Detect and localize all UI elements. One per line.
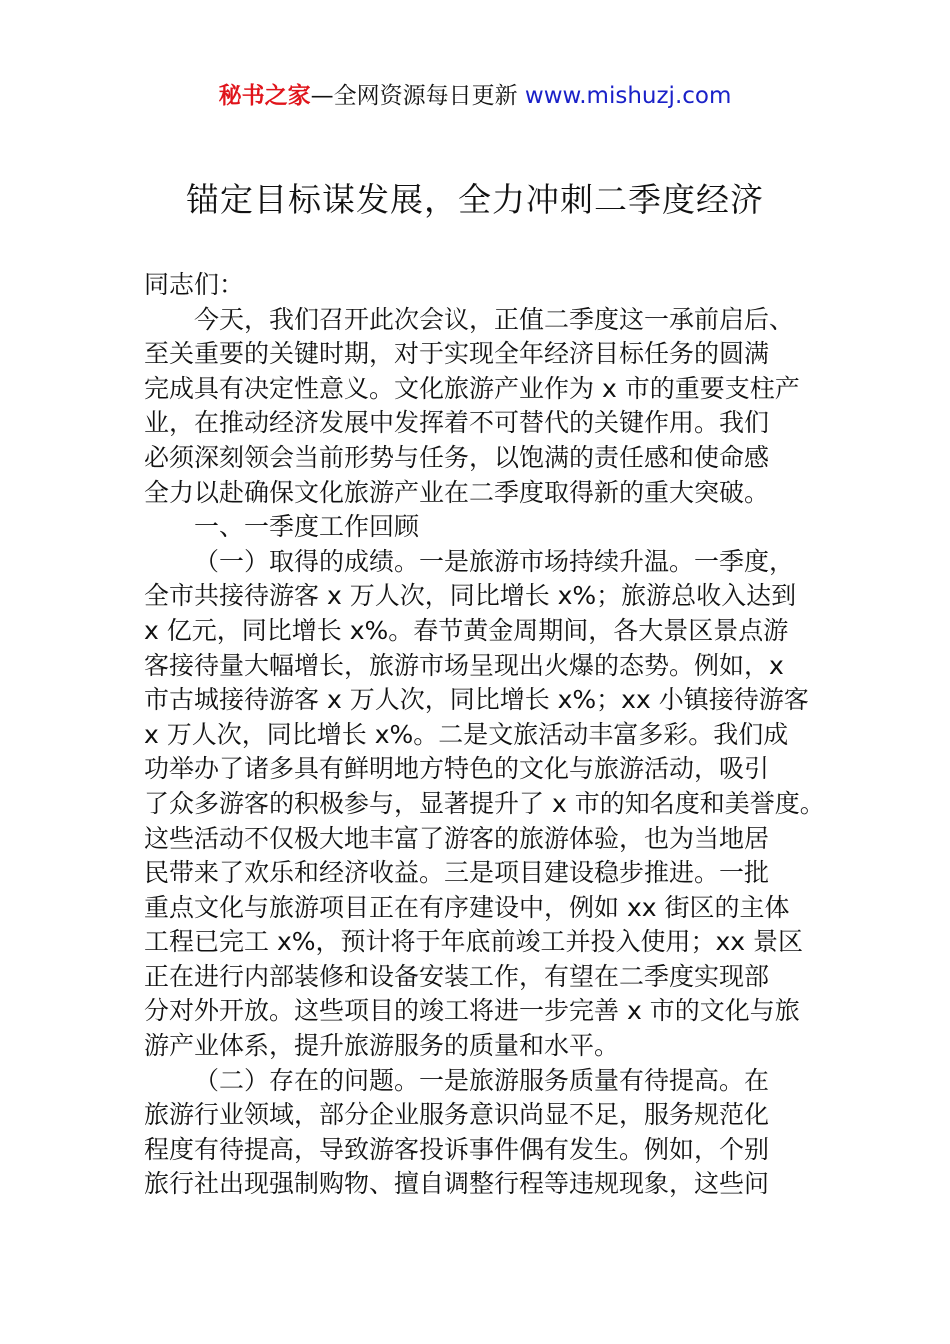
paragraph-line: x 亿元，同比增长 x%。春节黄金周期间，各大景区景点游 (144, 615, 789, 645)
paragraph-line: 分对外开放。这些项目的竣工将进一步完善 x 市的文化与旅 (144, 996, 800, 1026)
paragraph-line: 至关重要的关键时期，对于实现全年经济目标任务的圆满 (144, 339, 770, 369)
paragraph-line: 功举办了诸多具有鲜明地方特色的文化与旅游活动，吸引 (144, 754, 770, 784)
paragraph-line: 完成具有决定性意义。文化旅游产业作为 x 市的重要支柱产 (144, 373, 800, 403)
document-body (144, 268, 834, 1202)
paragraph-line: x 万人次，同比增长 x%。二是文旅活动丰富多彩。我们成 (144, 719, 789, 749)
site-brand: 秘书之家 (218, 83, 311, 109)
site-url-link[interactable]: www.mishuzj.com (524, 83, 732, 109)
paragraph-line: 全市共接待游客 x 万人次，同比增长 x%；旅游总收入达到 (144, 581, 797, 611)
paragraph-line: 业，在推动经济发展中发挥着不可替代的关键作用。我们 (144, 408, 770, 438)
paragraph-line: 民带来了欢乐和经济收益。三是项目建设稳步推进。一批 (144, 858, 770, 888)
document-title: 锚定目标谋发展，全力冲刺二季度经济 (186, 180, 764, 219)
paragraph-line: （一）取得的成绩。一是旅游市场持续升温。一季度， (194, 546, 795, 576)
paragraph-line: 程度有待提高，导致游客投诉事件偶有发生。例如，个别 (144, 1134, 770, 1164)
paragraph-line: 正在进行内部装修和设备安装工作，有望在二季度实现部 (144, 961, 770, 991)
paragraph-line: 今天，我们召开此次会议，正值二季度这一承前启后、 (194, 304, 795, 334)
paragraph-line: 工程已完工 x%，预计将于年底前竣工并投入使用；xx 景区 (144, 927, 804, 957)
paragraph-line: 旅游行业领域，部分企业服务意识尚显不足，服务规范化 (144, 1100, 770, 1130)
salutation-line: 同志们： (144, 270, 245, 299)
paragraph-line: 重点文化与旅游项目正在有序建设中，例如 xx 街区的主体 (144, 892, 790, 922)
section-heading: 一、一季度工作回顾 (194, 512, 420, 542)
site-slogan: —全网资源每日更新 (310, 83, 518, 109)
paragraph-line: 了众多游客的积极参与，显著提升了 x 市的知名度和美誉度。 (144, 788, 825, 818)
paragraph-line: （二）存在的问题。一是旅游服务质量有待提高。在 (194, 1065, 770, 1095)
paragraph-line: 这些活动不仅极大地丰富了游客的旅游体验，也为当地居 (144, 823, 770, 853)
paragraph-line: 旅行社出现强制购物、擅自调整行程等违规现象，这些问 (144, 1169, 770, 1199)
paragraph-line: 游产业体系，提升旅游服务的质量和水平。 (144, 1031, 620, 1061)
paragraph-line: 全力以赴确保文化旅游产业在二季度取得新的重大突破。 (144, 477, 770, 507)
site-header (0, 80, 950, 112)
paragraph-line: 市古城接待游客 x 万人次，同比增长 x%；xx 小镇接待游客 (144, 685, 809, 715)
paragraph-line: 必须深刻领会当前形势与任务，以饱满的责任感和使命感 (144, 442, 770, 472)
paragraph-line: 客接待量大幅增长，旅游市场呈现出火爆的态势。例如，x (144, 650, 784, 680)
